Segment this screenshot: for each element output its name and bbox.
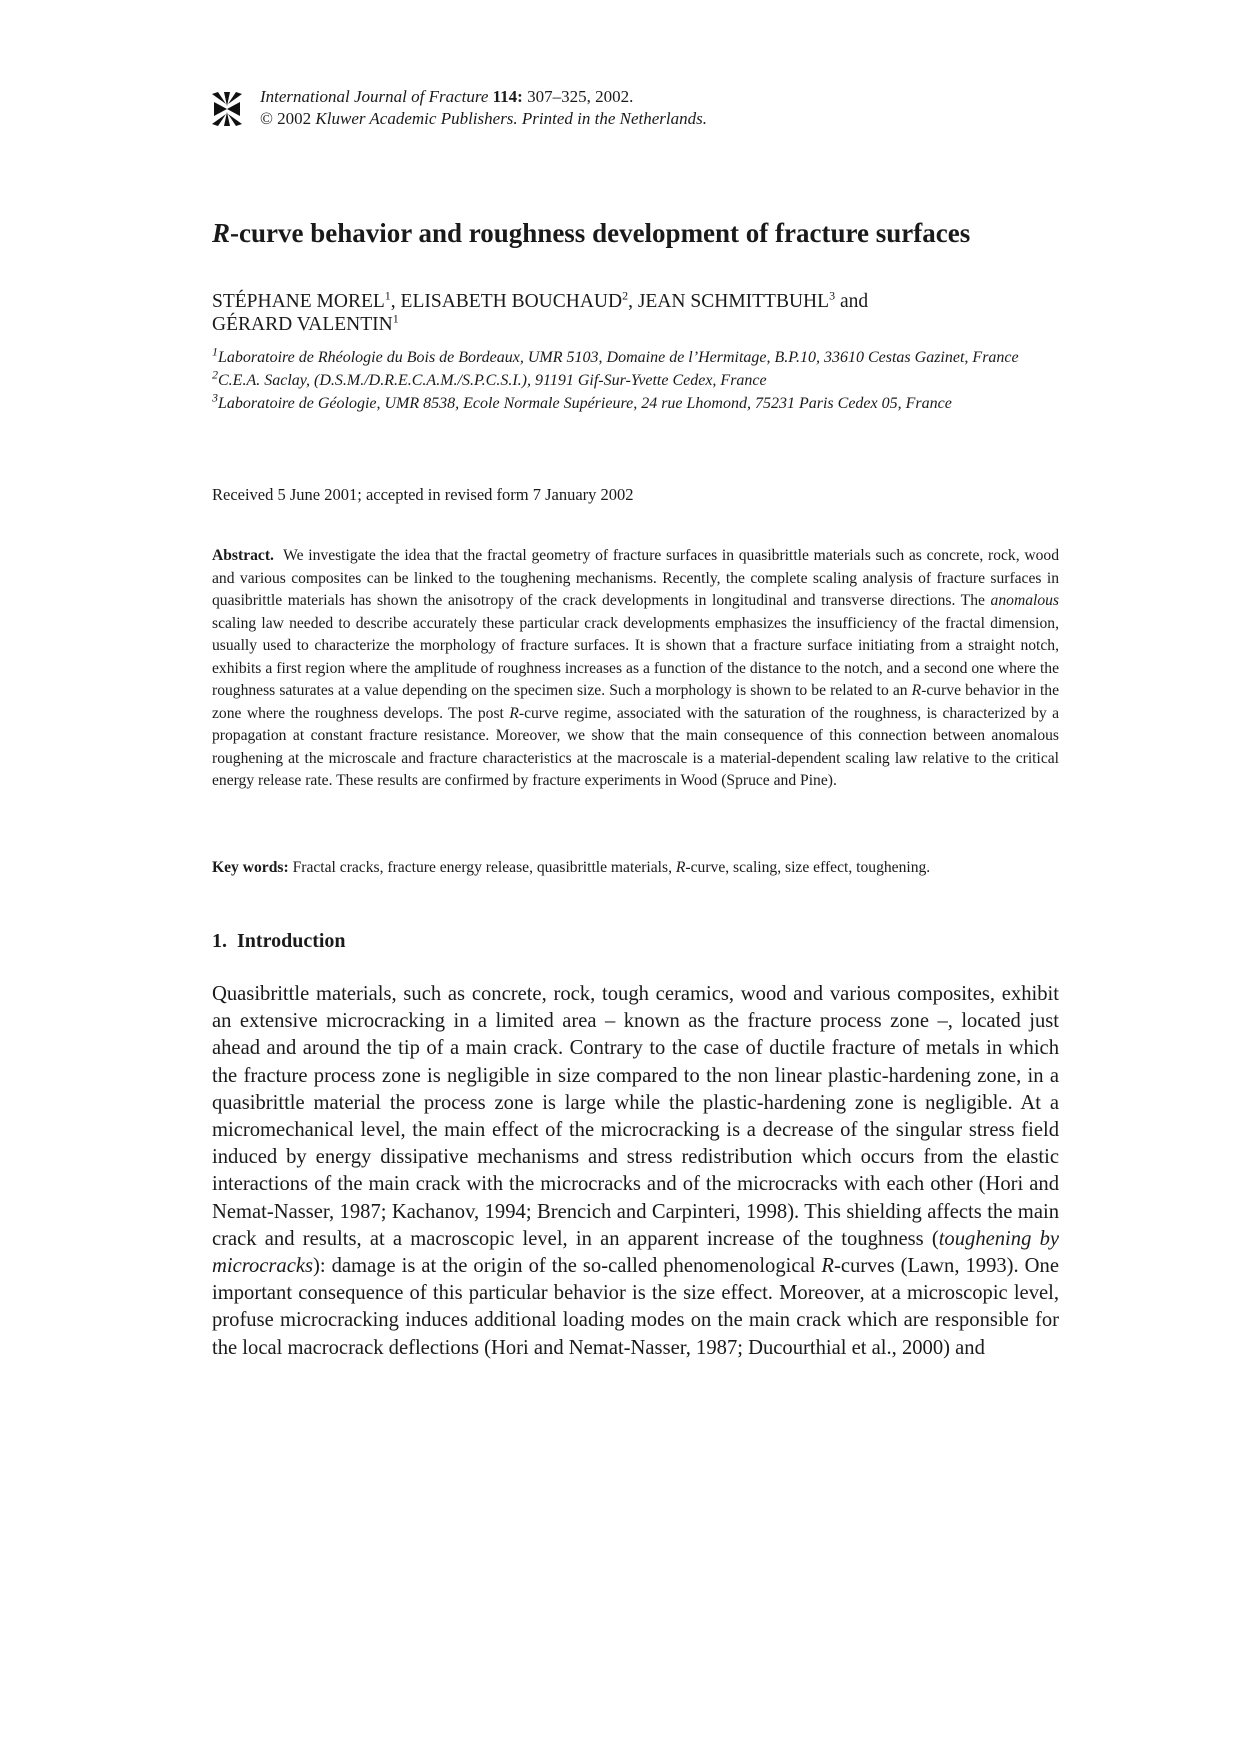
abstract-emphasis: R <box>911 682 922 699</box>
keywords-label: Key words: <box>212 859 289 876</box>
abstract-text: We investigate the idea that the fractal geometry of fracture surfaces in quasibrittle materials such as concrete, rock, wood and various composites can be linked to the toughening mechanisms. Recently, the complete scaling analysis of fracture surfaces in quasibrittle materials has shown the anisotropy of the crack developments in longitudinal and transverse directions. The <box>212 547 1060 609</box>
body-text: ): damage is at the origin of the so-called phenomenological <box>313 1255 816 1278</box>
paper-title <box>212 216 1092 250</box>
abstract-text: -curve behavior in the zone where the roughness develops. The post <box>212 682 1059 722</box>
affiliation-list <box>212 346 1072 415</box>
abstract-emphasis: anomalous <box>990 592 1059 609</box>
abstract <box>212 545 1059 793</box>
author-name: ELISABETH BOUCHAUD <box>400 291 623 312</box>
affiliation-text: Laboratoire de Géologie, UMR 8538, Ecole Normale Supérieure, 24 rue Lhomond, 75231 Paris Cedex 05, France <box>218 395 952 412</box>
copyright-year: © 2002 <box>260 109 312 128</box>
introduction-paragraph <box>212 981 1059 1362</box>
journal-citation <box>260 86 633 108</box>
affiliation-mark: 2 <box>212 367 218 382</box>
author-affiliation-mark: 3 <box>829 288 836 303</box>
affiliation-item <box>212 346 1072 369</box>
abstract-text: -curve regime, associated with the saturation of the roughness, is characterized by a propagation at constant fracture resistance. Moreover, we show that the main consequence of this connection between anomalous roughening at the microscale and fracture characteristics at the macroscale is a material-dependent scaling law relative to the critical energy release rate. These results are confirmed by fracture experiments in Wood (Spruce and Pine). <box>212 704 1059 789</box>
author-affiliation-mark: 2 <box>622 288 629 303</box>
abstract-label: Abstract. <box>212 547 274 564</box>
abstract-text: scaling law needed to describe accurately these particular crack developments emphasizes the insufficiency of the fractal dimension, usually used to characterize the morphology of fracture surfaces. It is shown that a fracture surface initiating from a straight notch, exhibits a first region where the amplitude of roughness increases as a function of the distance to the notch, and a second one where the roughness saturates at a value depending on the specimen size. Such a morphology is shown to be related to an <box>212 614 1059 699</box>
keywords-text: -curve, scaling, size effect, toughening. <box>685 859 931 876</box>
author-name: JEAN SCHMITTBUHL <box>637 291 830 312</box>
affiliation-text: C.E.A. Saclay, (D.S.M./D.R.E.C.A.M./S.P.C.S.I.), 91191 Gif-Sur-Yvette Cedex, France <box>218 372 767 389</box>
affiliation-item <box>212 392 1072 415</box>
keywords-emphasis: R <box>675 859 686 876</box>
author-affiliation-mark: 1 <box>384 288 391 303</box>
publisher-logo-icon <box>210 90 244 128</box>
section-number: 1. <box>212 930 227 952</box>
author-name: STÉPHANE MOREL <box>212 291 385 312</box>
affiliation-mark: 3 <box>212 390 218 405</box>
body-text: Quasibrittle materials, such as concrete, rock, tough ceramics, wood and various composites, exhibit an extensive microcracking in a limited area – known as the fracture process zone –, located just ahead and around the tip of a main crack. Contrary to the case of ductile fracture of metals in which the fracture process zone is negligible in size compared to the non linear plastic-hardening zone, in a quasibrittle material the process zone is large while the plastic-hardening zone is negligible. At a micromechanical level, the main effect of the microcracking is a decrease of the singular stress field induced by energy dissipative mechanisms and stress redistribution which occurs from the elastic interactions of the main crack with the microcracks and of the microcracks with each other (Hori and Nemat-Nasser, 1987; Kachanov, 1994; Brencich and Carpinteri, 1998). This shielding affects the main crack and results, at a macroscopic level, in an apparent increase of the toughness ( <box>212 983 1059 1250</box>
copyright-line <box>260 108 707 130</box>
author-list: STÉPHANE MOREL$^1$, ELISABETH BOUCHAUD$^2$, JEAN SCHMITTBUHL$^3$ and GÉRARD VALENTIN$^1$ <box>212 288 869 335</box>
affiliation-item <box>212 369 1072 392</box>
author-conjunction: and <box>839 291 869 312</box>
body-emphasis: toughening by microcracks <box>212 1227 1060 1278</box>
printed-location: Printed in the Netherlands. <box>521 109 708 128</box>
journal-pages: 307–325, 2002. <box>527 87 634 106</box>
abstract-emphasis: R <box>509 704 519 722</box>
journal-volume: 114: <box>492 87 523 106</box>
keywords <box>212 857 1072 879</box>
author-affiliation-mark: 1 <box>392 311 399 326</box>
affiliation-text: Laboratoire de Rhéologie du Bois de Bordeaux, UMR 5103, Domaine de l’Hermitage, B.P.10, 33610 Cestas Gazinet, France <box>218 349 1019 366</box>
affiliation-mark: 1 <box>212 344 218 359</box>
publisher-name: Kluwer Academic Publishers. <box>315 109 518 128</box>
keywords-text: Fractal cracks, fracture energy release, quasibrittle materials, <box>292 859 672 876</box>
body-emphasis: R <box>821 1255 834 1278</box>
section-title: Introduction <box>237 930 346 952</box>
body-text: -curves (Lawn, 1993). One important consequence of this particular behavior is the size effect. Moreover, at a microscopic level, profuse microcracking induces additional loading modes on the main crack which are responsible for the local macrocrack deflections (Hori and Nemat-Nasser, 1987; Ducourthial et al., 2000) and <box>212 1255 1059 1359</box>
author-name: GÉRARD VALENTIN <box>212 314 393 335</box>
title-italic-r: R <box>212 218 231 248</box>
journal-name: International Journal of Fracture <box>260 87 489 106</box>
title-text: -curve behavior and roughness development of fracture surfaces <box>230 218 971 248</box>
received-dates: Received 5 June 2001; accepted in revised form 7 January 2002 <box>212 485 634 504</box>
section-heading <box>212 928 346 954</box>
